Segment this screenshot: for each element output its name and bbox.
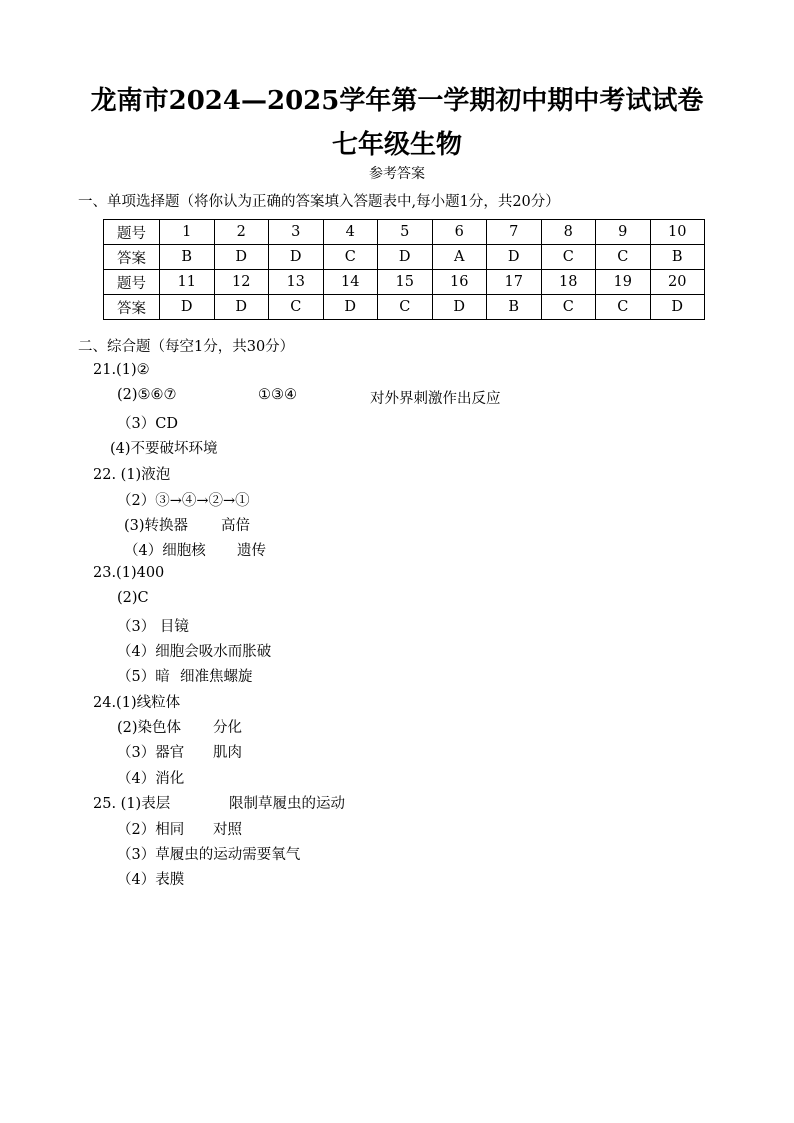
table-cell: 1 <box>160 220 215 245</box>
q23-line3: （3） 目镜 <box>117 619 189 635</box>
q22-line1: 22. (1)液泡 <box>93 467 171 483</box>
answer-table <box>103 219 705 320</box>
q23-line2: (2)C <box>117 590 149 606</box>
table-cell: 17 <box>487 270 542 295</box>
table-cell: B <box>487 295 542 320</box>
table-row <box>104 220 705 245</box>
q25-line1-part2: 限制草履虫的运动 <box>229 796 345 812</box>
table-cell: D <box>487 245 542 270</box>
q25-line4: （4）表膜 <box>117 872 185 888</box>
table-row-label: 题号 <box>104 270 160 295</box>
q23-line5-part2: 细准焦螺旋 <box>180 669 253 685</box>
q24-line2-part1: (2)染色体 <box>117 720 182 736</box>
table-cell: C <box>541 295 596 320</box>
page-subtitle: 参考答案 <box>369 166 425 182</box>
table-cell: B <box>160 245 215 270</box>
table-cell: 8 <box>541 220 596 245</box>
table-cell: D <box>650 295 705 320</box>
table-cell: C <box>323 245 378 270</box>
table-cell: D <box>269 245 324 270</box>
table-cell: C <box>596 245 651 270</box>
table-cell: C <box>378 295 433 320</box>
q24-line3-part2: 肌肉 <box>213 745 242 761</box>
table-cell: 13 <box>269 270 324 295</box>
table-cell: 16 <box>432 270 487 295</box>
table-cell: D <box>432 295 487 320</box>
table-cell: B <box>650 245 705 270</box>
table-cell: 9 <box>596 220 651 245</box>
q22-line3-part1: (3)转换器 <box>124 518 189 534</box>
q22-line4-part1: （4）细胞核 <box>124 543 206 559</box>
page-title: 龙南市2024—2025学年第一学期初中期中考试试卷 <box>90 86 704 116</box>
table-cell: C <box>596 295 651 320</box>
table-cell: 10 <box>650 220 705 245</box>
table-cell: 19 <box>596 270 651 295</box>
table-cell: 18 <box>541 270 596 295</box>
table-cell: 2 <box>214 220 269 245</box>
table-cell: C <box>541 245 596 270</box>
q22-line2: （2）③→④→②→① <box>117 493 250 509</box>
table-row <box>104 270 705 295</box>
q21-line3: （3）CD <box>117 416 178 432</box>
table-row-label: 答案 <box>104 295 160 320</box>
table-cell: D <box>214 245 269 270</box>
q22-line3-part2: 高倍 <box>221 518 250 534</box>
table-cell: 3 <box>269 220 324 245</box>
q23-line5-part1: （5）暗 <box>117 669 170 685</box>
table-cell: 6 <box>432 220 487 245</box>
table-cell: 11 <box>160 270 215 295</box>
table-cell: D <box>323 295 378 320</box>
table-row <box>104 245 705 270</box>
q24-line3-part1: （3）器官 <box>117 745 185 761</box>
section-heading-comprehensive: 二、综合题（每空1分，共30分） <box>78 339 295 355</box>
table-row-label: 答案 <box>104 245 160 270</box>
q25-line3: （3）草履虫的运动需要氧气 <box>117 847 301 863</box>
table-row <box>104 295 705 320</box>
section-heading-multiple-choice: 一、单项选择题（将你认为正确的答案填入答题表中,每小题1分，共20分） <box>78 194 560 210</box>
table-cell: 7 <box>487 220 542 245</box>
table-cell: D <box>214 295 269 320</box>
table-cell: 15 <box>378 270 433 295</box>
q25-line2-part1: （2）相同 <box>117 822 185 838</box>
q22-line4-part2: 遗传 <box>237 543 266 559</box>
table-cell: C <box>269 295 324 320</box>
q21-line1: 21.(1)② <box>93 362 150 378</box>
q24-line4: （4）消化 <box>117 771 185 787</box>
q24-line2-part2: 分化 <box>213 720 242 736</box>
table-cell: 12 <box>214 270 269 295</box>
table-cell: 20 <box>650 270 705 295</box>
table-cell: D <box>378 245 433 270</box>
table-cell: 14 <box>323 270 378 295</box>
page-subject-title: 七年级生物 <box>331 130 462 160</box>
q25-line2-part2: 对照 <box>213 822 242 838</box>
table-cell: 4 <box>323 220 378 245</box>
q21-line2-part3: 对外界刺激作出反应 <box>370 391 501 407</box>
q21-line2-part2: ①③④ <box>258 387 297 403</box>
q25-line1-part1: 25. (1)表层 <box>93 796 171 812</box>
q23-line1: 23.(1)400 <box>93 565 165 581</box>
table-row-label: 题号 <box>104 220 160 245</box>
table-cell: 5 <box>378 220 433 245</box>
q21-line2-part1: (2)⑤⑥⑦ <box>117 387 177 403</box>
table-cell: D <box>160 295 215 320</box>
table-cell: A <box>432 245 487 270</box>
q21-line4: (4)不要破坏环境 <box>110 441 218 457</box>
q23-line4: （4）细胞会吸水而胀破 <box>117 644 272 660</box>
q24-line1: 24.(1)线粒体 <box>93 695 181 711</box>
